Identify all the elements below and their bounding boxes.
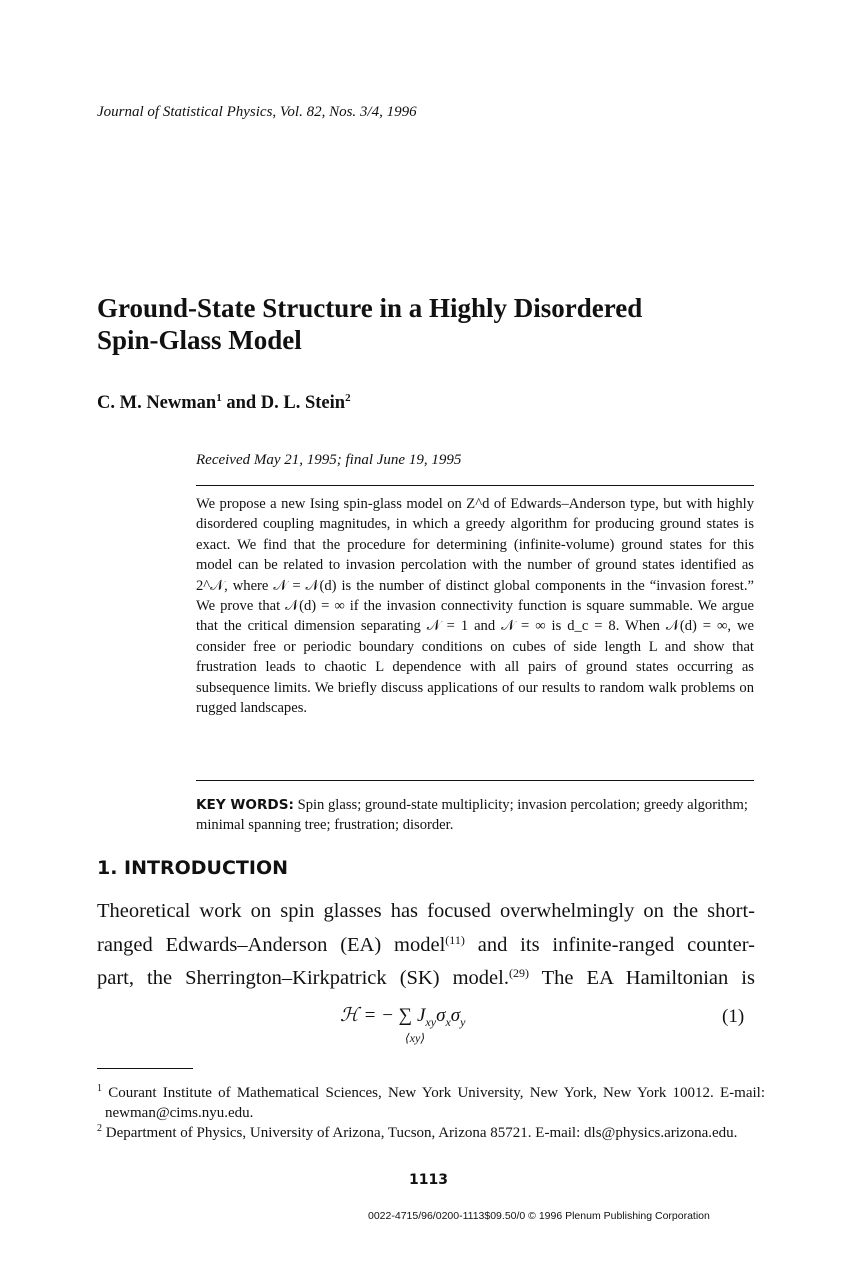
keywords: [196, 795, 754, 836]
intro-text: and its infinite-ranged counter-: [464, 933, 755, 956]
intro-text: part, the Sherrington–Kirkpatrick (SK) model.: [97, 967, 509, 989]
citation-mark: (29): [508, 966, 529, 980]
abstract-bottom-rule: [196, 780, 754, 781]
equation-sigma: σ: [450, 1005, 461, 1026]
title-line-1: Ground-State Structure in a Highly Disordered: [97, 293, 643, 323]
footnote-mark: 1: [216, 392, 222, 404]
footnote-mark: 1: [97, 1083, 102, 1094]
page-number: 1113: [409, 1172, 448, 1188]
author-joiner: and: [221, 393, 261, 414]
intro-line: [97, 926, 755, 960]
equation-sigma: σ: [436, 1005, 446, 1026]
equation-number: (1): [722, 1006, 745, 1027]
footnote: [97, 1079, 765, 1123]
footnote-text: Department of Physics, University of Arizona, Tucson, Arizona 85721. E-mail: dls@physics.arizona.edu.: [105, 1125, 738, 1141]
copyright-line: 0022-4715/96/0200-1113$09.50/0 © 1996 Plenum Publishing Corporation: [368, 1210, 710, 1222]
keywords-label: KEY WORDS:: [196, 797, 294, 813]
paper-title: [97, 292, 777, 356]
author-name: C. M. Newman: [97, 393, 217, 414]
footnote: [97, 1119, 765, 1143]
footnote-mark: 2: [97, 1123, 102, 1134]
footnote-rule: [97, 1068, 193, 1069]
equation-sum-index: ⟨xy⟩: [405, 1031, 426, 1045]
section-heading: 1. INTRODUCTION: [97, 857, 288, 879]
author-list: [97, 392, 351, 414]
footnote-text: Courant Institute of Mathematical Sciences, New York University, New York, New York 10012. E-mail: newman@cims.nyu.edu.: [105, 1085, 765, 1121]
journal-citation: Journal of Statistical Physics, Vol. 82, Nos. 3/4, 1996: [97, 104, 417, 120]
abstract: We propose a new Ising spin-glass model on Z^d of Edwards–Anderson type, but with highly disordered coupling magnitudes, in which a greedy algorithm for producing ground states is exact. We find that the procedure for determining (infinite-volume) ground states for this model can be related to invasion percolation with the number of ground states identified as 2^𝒩, where 𝒩 = 𝒩(d) is the number of distinct global components in the “invasion forest.” We prove that 𝒩(d) = ∞ if the invasion connectivity function is square summable. We argue that the critical dimension separating 𝒩 = 1 and 𝒩 = ∞ is d_c = 8. When 𝒩(d) = ∞, we consider free or periodic boundary conditions on cubes of side length L and show that frustration leads to chaotic L dependence with all pairs of ground states occurring as subsequence limits. We briefly discuss applications of our results to random walk problems on rugged landscapes.: [196, 496, 754, 717]
author-name: D. L. Stein: [260, 393, 346, 414]
equation-subscript: y: [460, 1014, 466, 1029]
title-line-2: Spin-Glass Model: [97, 325, 302, 355]
citation-mark: (11): [445, 932, 465, 947]
equation-subscript: x: [445, 1014, 451, 1029]
intro-line: [97, 897, 755, 926]
equation-1: [340, 1004, 465, 1030]
abstract-top-rule: [196, 485, 754, 486]
intro-text: ranged Edwards–Anderson (EA) model: [97, 933, 446, 956]
equation-subscript: xy: [425, 1014, 437, 1029]
keywords-text: Spin glass; ground-state multiplicity; invasion percolation; greedy algorithm; minimal spanning tree; frustration; disorder.: [196, 797, 748, 834]
received-dates: Received May 21, 1995; final June 19, 1995: [196, 452, 462, 468]
intro-paragraph: [97, 897, 755, 993]
footnote-mark: 2: [345, 392, 351, 404]
intro-text: The EA Hamiltonian is: [528, 967, 755, 989]
intro-text: Theoretical work on spin glasses has focused overwhelmingly on the short-: [97, 900, 755, 922]
equation-lhs: ℋ = − ∑ J: [340, 1005, 426, 1026]
intro-line: [97, 959, 755, 993]
